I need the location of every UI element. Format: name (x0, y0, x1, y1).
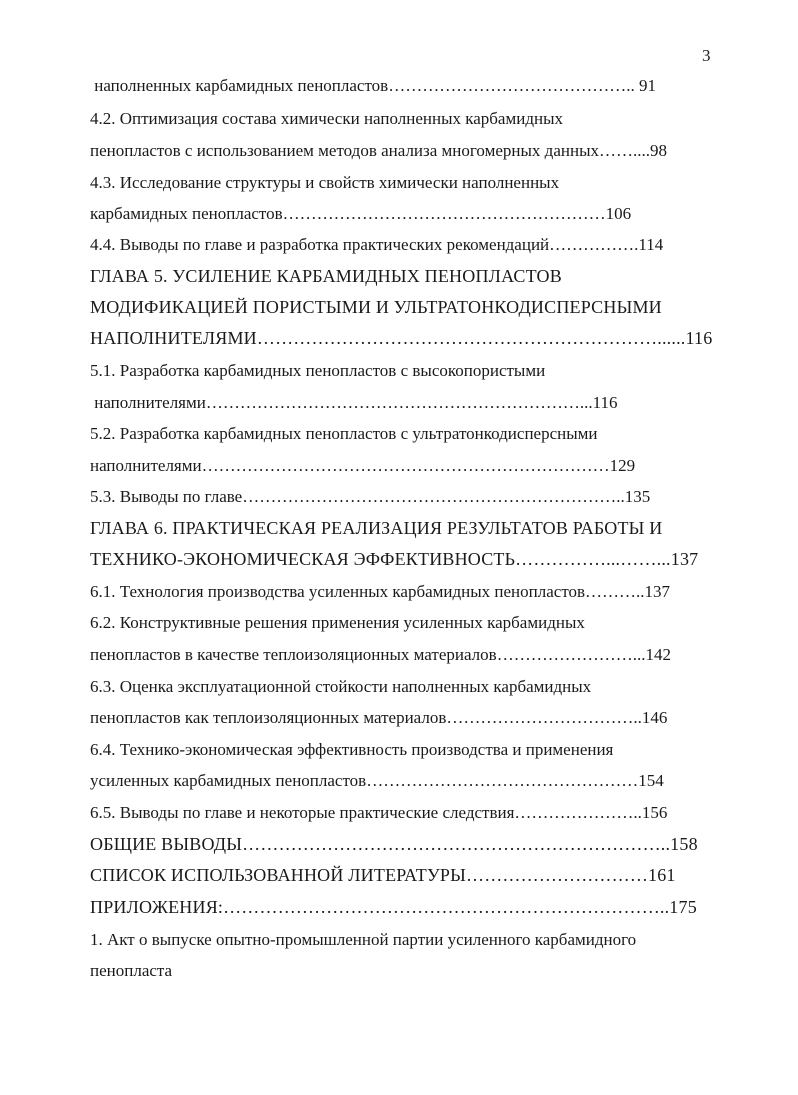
toc-chapter-line: ОБЩИЕ ВЫВОДЫ……………………………………………………………..158 (90, 834, 698, 854)
toc-chapter-line: ГЛАВА 5. УСИЛЕНИЕ КАРБАМИДНЫХ ПЕНОПЛАСТОВ (90, 266, 562, 286)
toc-chapter-line: СПИСОК ИСПОЛЬЗОВАННОЙ ЛИТЕРАТУРЫ…………………………161 (90, 865, 676, 885)
toc-line: 4.4. Выводы по главе и разработка практических рекомендаций…………….114 (90, 235, 664, 254)
toc-line: пенопластов в качестве теплоизоляционных материалов……………………...142 (90, 645, 671, 664)
toc-line: 1. Акт о выпуске опытно-промышленной партии усиленного карбамидного (90, 930, 637, 949)
toc-line: 6.2. Конструктивные решения применения усиленных карбамидных (90, 613, 585, 632)
toc-chapter-line: ГЛАВА 6. ПРАКТИЧЕСКАЯ РЕАЛИЗАЦИЯ РЕЗУЛЬТАТОВ РАБОТЫ И (90, 518, 663, 538)
toc-chapter-line: ТЕХНИКО-ЭКОНОМИЧЕСКАЯ ЭФФЕКТИВНОСТЬ……………...……...137 (90, 549, 699, 569)
toc-line: 5.3. Выводы по главе…………………………………………………………..135 (90, 487, 651, 506)
toc-chapter-line: НАПОЛНИТЕЛЯМИ…………………………………………………………......116 (90, 328, 713, 348)
toc-line: наполнителями…………………………………………………………...116 (90, 393, 618, 412)
toc-line: 6.3. Оценка эксплуатационной стойкости наполненных карбамидных (90, 677, 592, 696)
toc-line: пенопластов с использованием методов анализа многомерных данных……....98 (90, 141, 667, 160)
toc-line: 6.1. Технология производства усиленных карбамидных пенопластов………..137 (90, 582, 671, 601)
toc-line: 6.4. Технико-экономическая эффективность производства и применения (90, 740, 614, 759)
toc-line: усиленных карбамидных пенопластов…………………………………………154 (90, 771, 664, 790)
toc-line: 5.1. Разработка карбамидных пенопластов с высокопористыми (90, 361, 546, 380)
toc-line: наполнителями………………………………………………………………129 (90, 456, 636, 475)
toc-line: 4.3. Исследование структуры и свойств химически наполненных (90, 173, 560, 192)
toc-line: 5.2. Разработка карбамидных пенопластов с ультратонкодисперсными (90, 424, 598, 443)
toc-chapter-line: ПРИЛОЖЕНИЯ:………………………………………………………………..175 (90, 897, 697, 917)
toc-line: 6.5. Выводы по главе и некоторые практические следствия…………………..156 (90, 803, 668, 822)
toc-line: пенопластов как теплоизоляционных материалов……………………………..146 (90, 708, 668, 727)
toc-line: наполненных карбамидных пенопластов…………………………………….. 91 (90, 76, 656, 95)
toc-line: 4.2. Оптимизация состава химически наполненных карбамидных (90, 109, 564, 128)
toc-chapter-line: МОДИФИКАЦИЕЙ ПОРИСТЫМИ И УЛЬТРАТОНКОДИСПЕРСНЫМИ (90, 297, 662, 317)
toc-line: карбамидных пенопластов…………………………………………………106 (90, 204, 632, 223)
page-number: 3 (702, 46, 711, 65)
toc-line: пенопласта (90, 961, 173, 980)
